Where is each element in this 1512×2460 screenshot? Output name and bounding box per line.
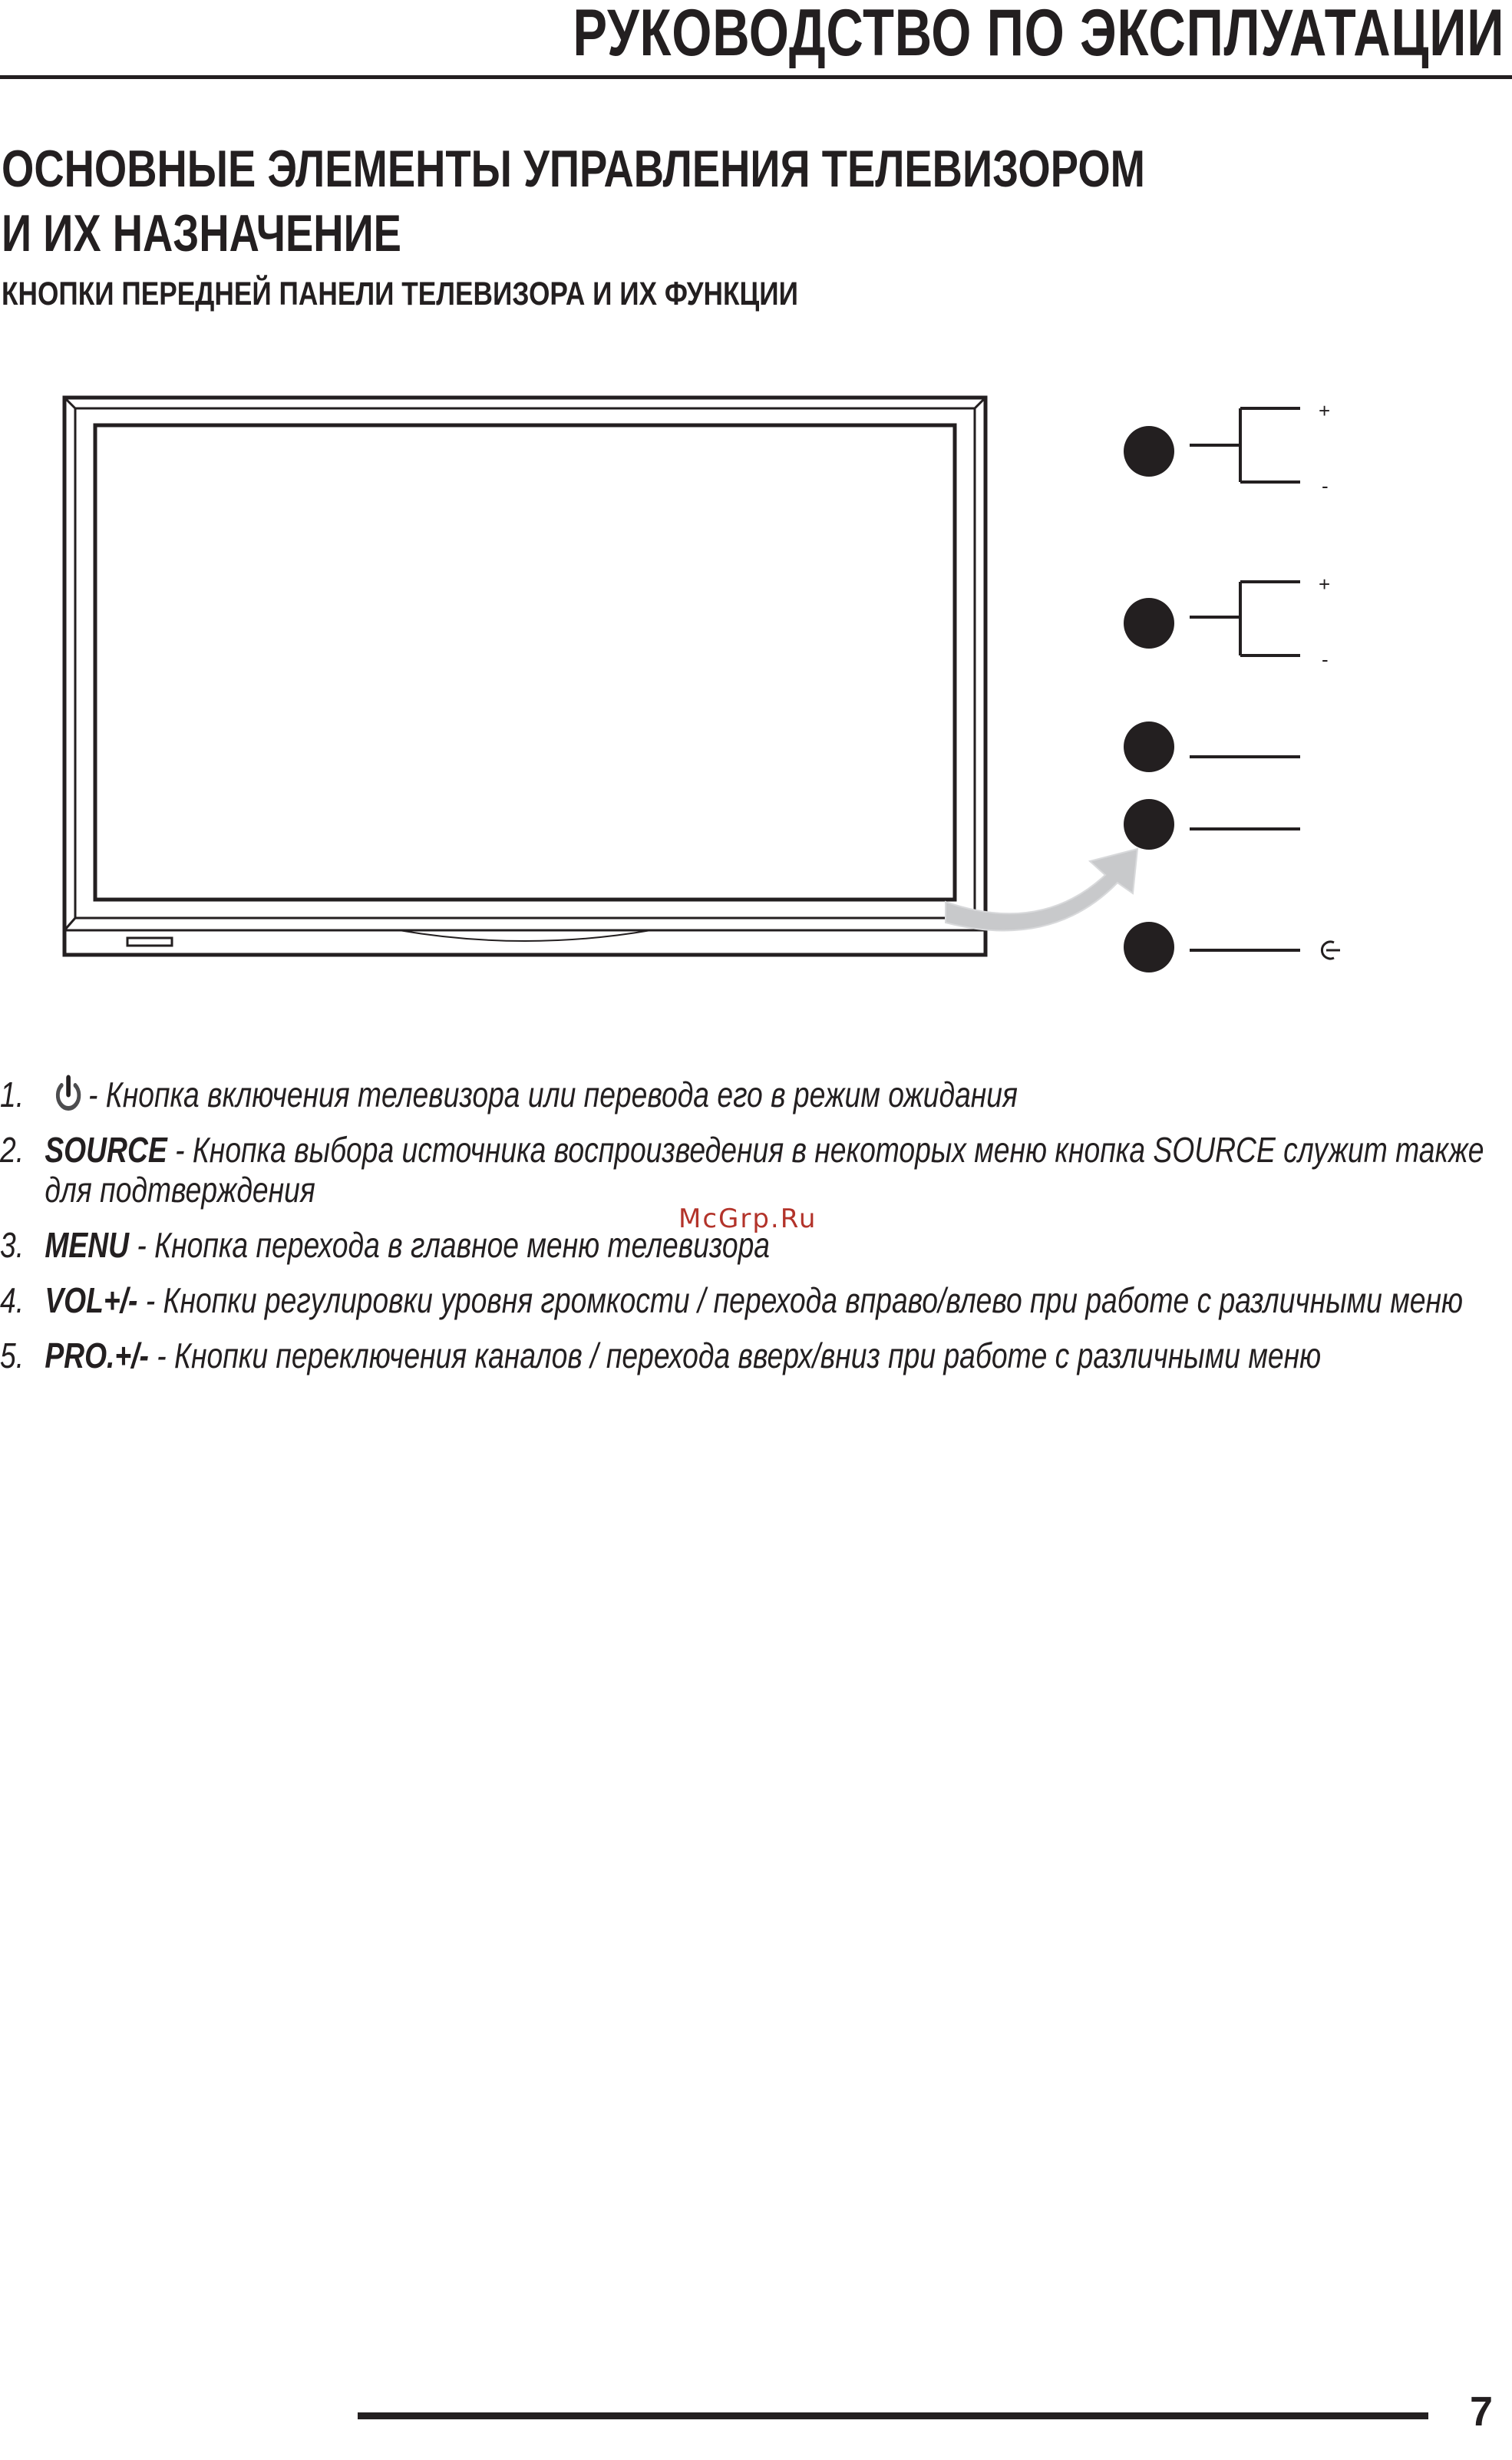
volume-minus-label: - bbox=[1322, 648, 1329, 671]
list-item-number: 2. bbox=[0, 1130, 25, 1170]
list-item-number: 5. bbox=[0, 1336, 25, 1375]
button-channel bbox=[1124, 426, 1174, 477]
list-item-description: - Кнопки регулировки уровня громкости / перехода вправо/влево при работе с различными меню bbox=[137, 1280, 1464, 1320]
list-item bbox=[0, 1280, 1492, 1320]
list-item-keyword: SOURCE bbox=[45, 1130, 167, 1170]
list-item-keyword: PRO.+/- bbox=[45, 1336, 149, 1375]
tv-outline bbox=[64, 398, 987, 982]
footer-divider bbox=[358, 2412, 1428, 2419]
tv-indicator-slot bbox=[127, 938, 172, 946]
header-divider bbox=[0, 75, 1512, 79]
channel-plus-label: + bbox=[1319, 399, 1331, 422]
section-title bbox=[2, 137, 1145, 266]
button-group-power bbox=[1124, 922, 1340, 972]
button-group-source bbox=[1124, 799, 1300, 850]
section-title-line-1: ОСНОВНЫЕ ЭЛЕМЕНТЫ УПРАВЛЕНИЯ ТЕЛЕВИЗОРОМ bbox=[2, 140, 1145, 198]
section-title-line-2: И ИХ НАЗНАЧЕНИЕ bbox=[2, 204, 401, 263]
channel-minus-label: - bbox=[1322, 474, 1329, 497]
subsection-title: КНОПКИ ПЕРЕДНЕЙ ПАНЕЛИ ТЕЛЕВИЗОРА И ИХ ФУНКЦИИ bbox=[2, 276, 798, 312]
tv-front-panel-diagram bbox=[0, 384, 1512, 982]
list-item-keyword: VOL+/- bbox=[45, 1280, 138, 1320]
list-item-number: 1. bbox=[0, 1075, 25, 1114]
list-item-number: 4. bbox=[0, 1280, 25, 1320]
standby-icon bbox=[1322, 942, 1340, 959]
volume-plus-label: + bbox=[1319, 573, 1331, 596]
list-item-description-continued: для подтверждения bbox=[45, 1170, 315, 1210]
list-item-number: 3. bbox=[0, 1225, 25, 1265]
list-item-description: - Кнопка включения телевизора или перевода его в режим ожидания bbox=[88, 1075, 1018, 1114]
list-item bbox=[0, 1130, 1492, 1210]
page-number: 7 bbox=[1470, 2389, 1494, 2435]
page-header-title: РУКОВОДСТВО ПО ЭКСПЛУАТАЦИИ bbox=[573, 0, 1504, 70]
button-menu bbox=[1124, 721, 1174, 772]
button-power bbox=[1124, 922, 1174, 972]
list-item-description: - Кнопка перехода в главное меню телевизора bbox=[129, 1225, 771, 1265]
list-item-description: - Кнопки переключения каналов / перехода вверх/вниз при работе с различными меню bbox=[148, 1336, 1322, 1375]
list-item bbox=[0, 1336, 1492, 1375]
power-icon bbox=[51, 1075, 85, 1113]
list-item bbox=[0, 1075, 1492, 1114]
button-group-volume bbox=[1124, 573, 1330, 671]
button-group-channel bbox=[1124, 399, 1330, 497]
button-volume bbox=[1124, 598, 1174, 649]
list-item-keyword: MENU bbox=[45, 1225, 130, 1265]
watermark: McGrp.Ru bbox=[678, 1204, 817, 1234]
button-source bbox=[1124, 799, 1174, 850]
list-item-description: - Кнопка выбора источника воспроизведения в некоторых меню кнопка SOURCE служит также bbox=[167, 1130, 1484, 1170]
button-group-menu bbox=[1124, 721, 1300, 772]
